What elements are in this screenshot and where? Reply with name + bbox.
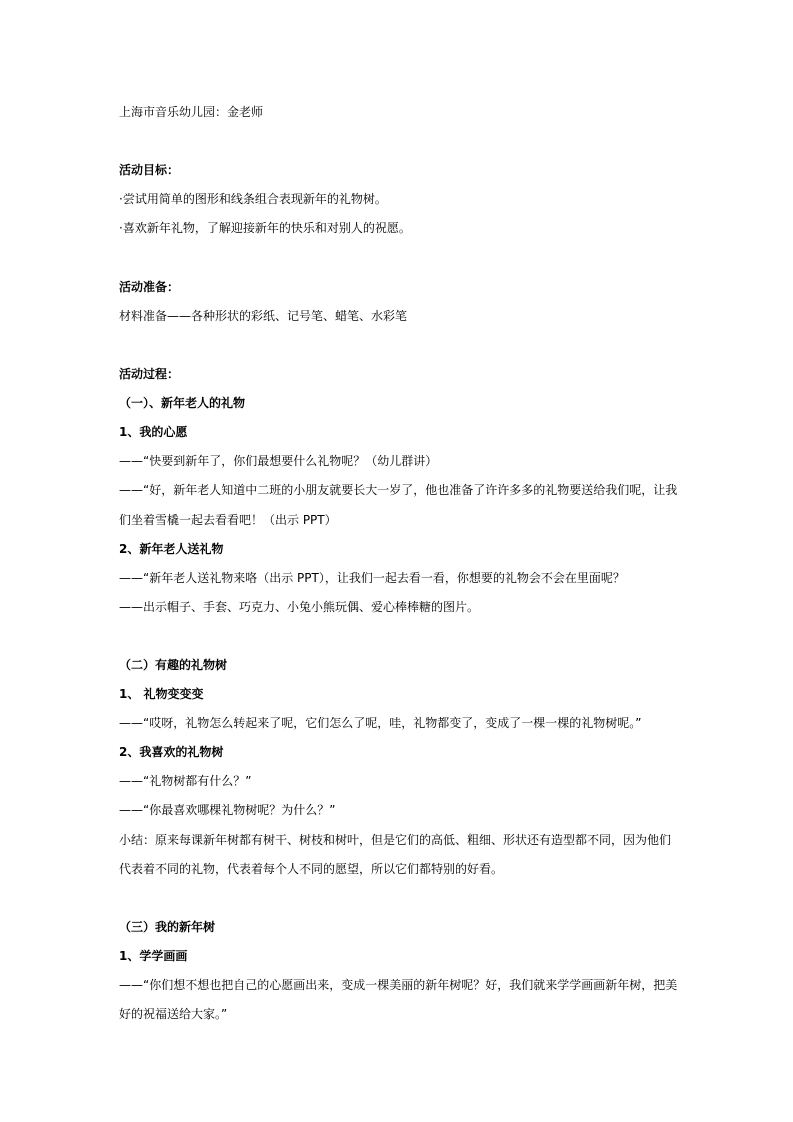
part3-title: （三）我的新年树	[119, 920, 216, 934]
prep-text: 材料准备——各种形状的彩纸、记号笔、蜡笔、水彩笔	[119, 309, 408, 323]
part2-step2-line: ——“你最喜欢哪棵礼物树呢？为什么？”	[119, 803, 336, 817]
part1-title: （一）、新年老人的礼物	[119, 396, 246, 410]
part2-summary: 代表着不同的礼物，代表着每个人不同的愿望，所以它们都特别的好看。	[119, 862, 504, 876]
part1-step2-line: ——“新年老人送礼物来咯（出示 PPT），让我们一起去看一看，你想要的礼物会不会在里面呢？	[119, 571, 625, 585]
goals-heading: 活动目标：	[119, 163, 180, 177]
goal-item: ·喜欢新年礼物，了解迎接新年的快乐和对别人的祝愿。	[119, 221, 411, 235]
part3-step1-title: 1、学学画画	[119, 949, 188, 963]
part1-step1-title: 1、我的心愿	[119, 425, 188, 439]
part2-step2-title: 2、我喜欢的礼物树	[119, 745, 224, 759]
part1-step1-line: ——“好，新年老人知道中二班的小朋友就要长大一岁了，他也准备了许许多多的礼物要送给我们呢，让我	[119, 483, 678, 497]
part1-step2-title: 2、新年老人送礼物	[119, 542, 224, 556]
part1-step1-line: 们坐着雪橇一起去看看吧！（出示 PPT）	[119, 513, 337, 527]
part2-step1-title: 1、 礼物变变变	[119, 687, 204, 701]
part2-summary: 小结：原来每课新年树都有树干、树枝和树叶，但是它们的高低、粗细、形状还有造型都不同，因为他们	[119, 833, 672, 847]
part2-step2-line: ——“礼物树都有什么？”	[119, 774, 252, 788]
author-line: 上海市音乐幼儿园：金老师	[119, 105, 264, 119]
prep-heading: 活动准备：	[119, 280, 180, 294]
part2-step1-line: ——“哎呀，礼物怎么转起来了呢，它们怎么了呢，哇，礼物都变了，变成了一棵一棵的礼物树呢。”	[119, 716, 642, 730]
process-heading: 活动过程：	[119, 367, 180, 381]
part1-step1-line: ——“快要到新年了，你们最想要什么礼物呢？（幼儿群讲）	[119, 454, 438, 468]
part3-step1-line: ——“你们想不想也把自己的心愿画出来，变成一棵美丽的新年树呢？好，我们就来学学画画新年树，把美	[119, 978, 678, 992]
goal-item: ·尝试用简单的图形和线条组合表现新年的礼物树。	[119, 192, 387, 206]
part3-step1-line: 好的祝福送给大家。”	[119, 1007, 228, 1021]
part2-title: （二）有趣的礼物树	[119, 658, 228, 672]
part1-step2-line: ——出示帽子、手套、巧克力、小兔小熊玩偶、爱心棒棒糖的图片。	[119, 600, 480, 614]
